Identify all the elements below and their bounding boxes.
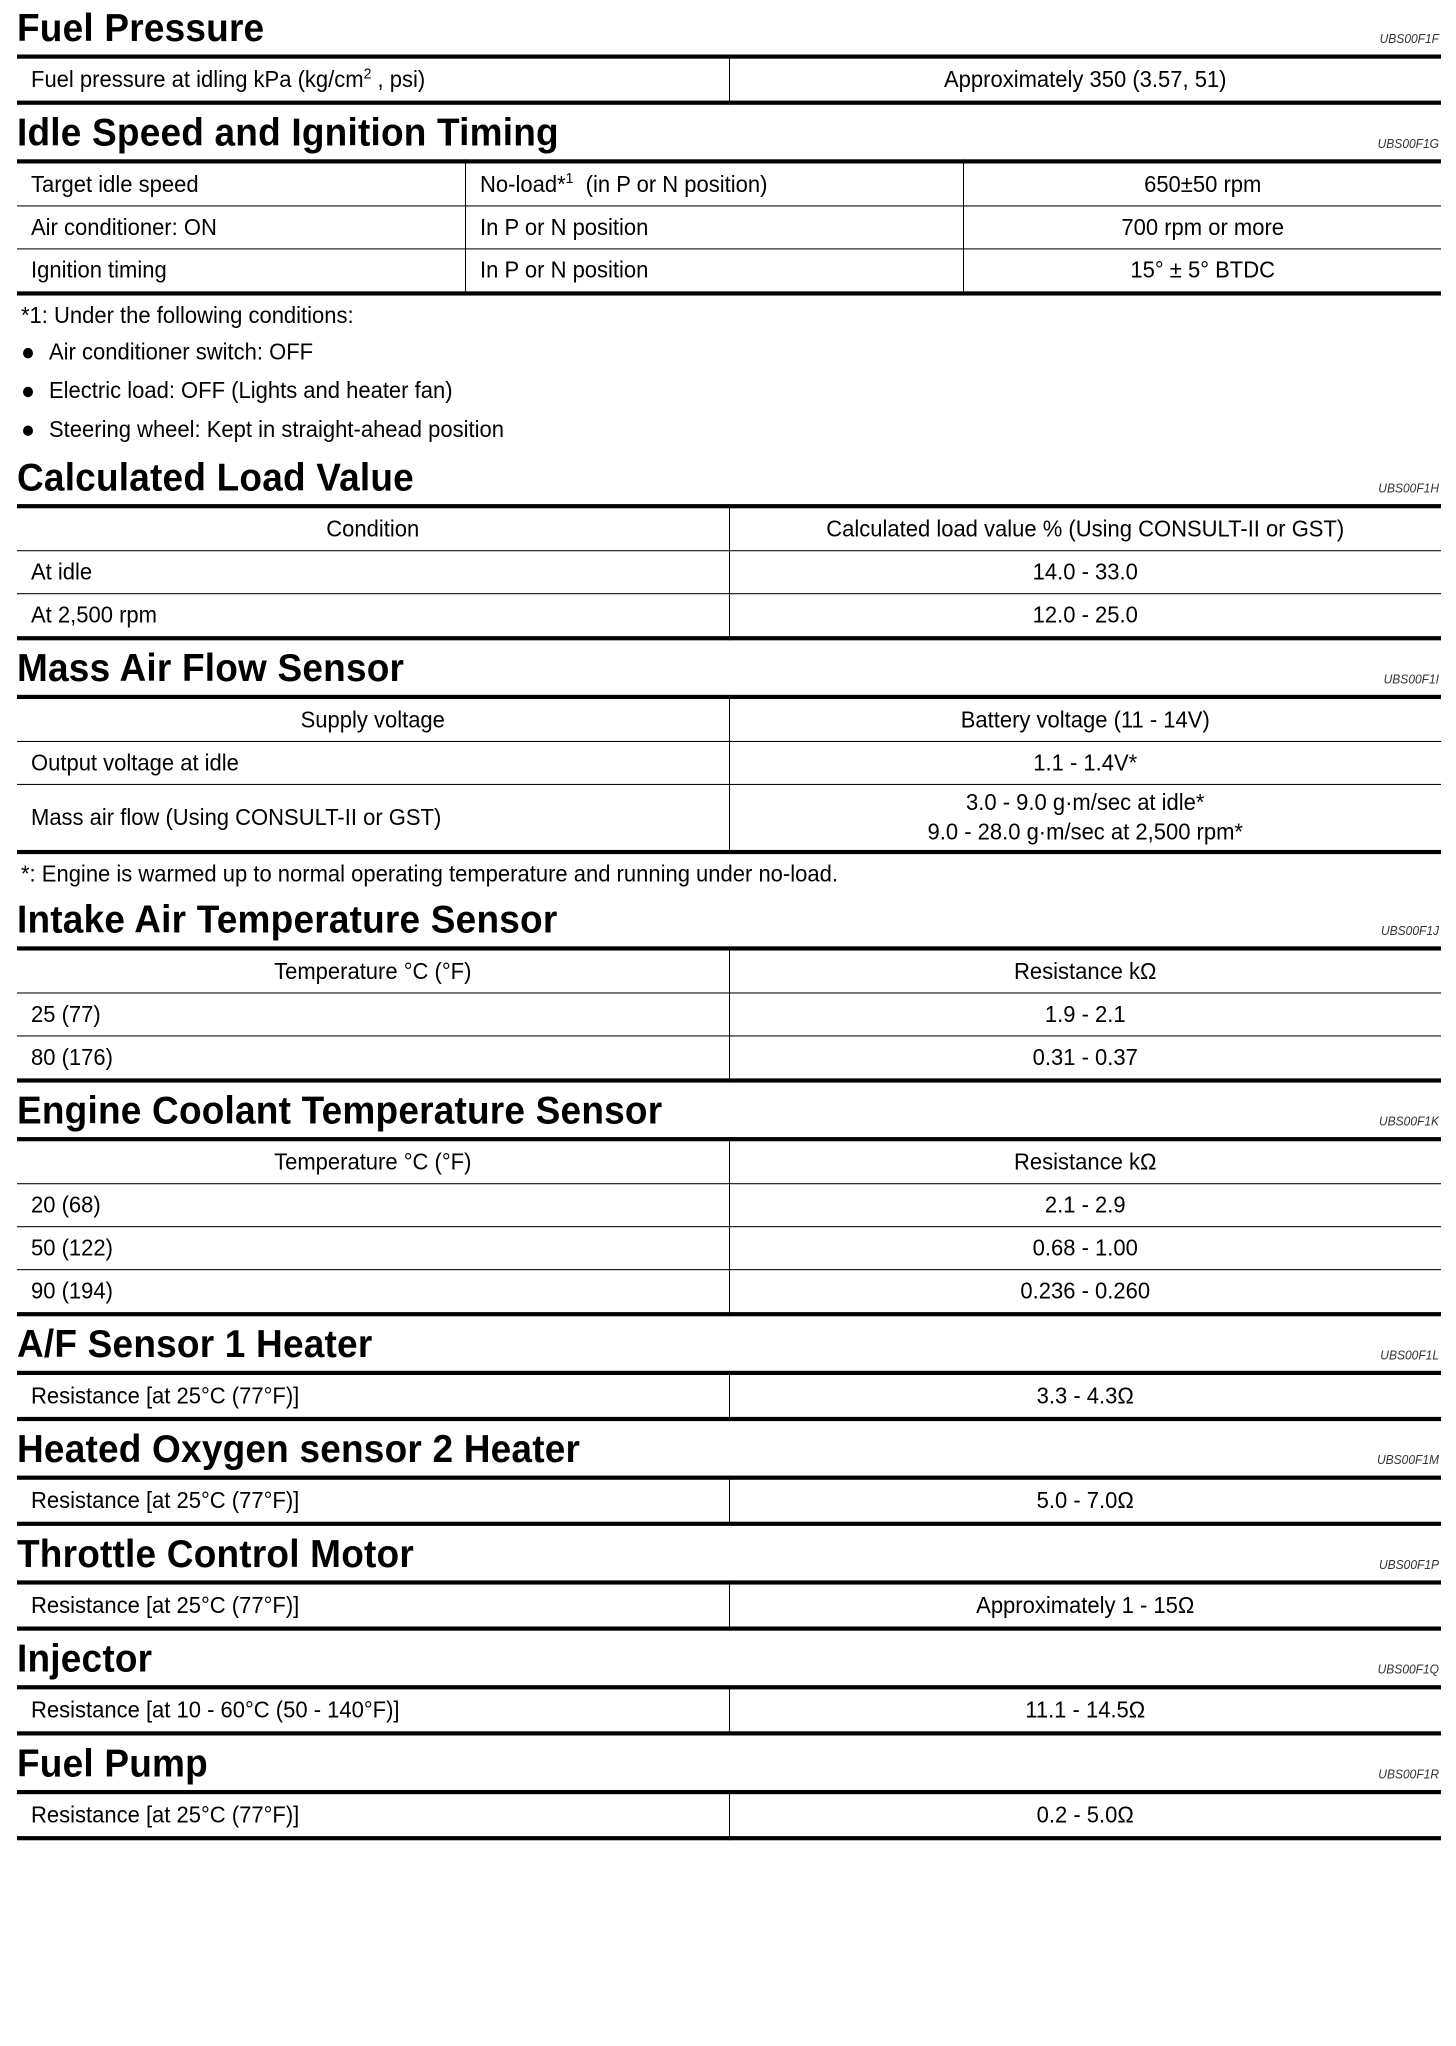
spec-sheet [17,0,1441,2046]
table-cell: 25 (77) [17,993,729,1036]
table-cell: 15° ± 5° BTDC [964,249,1441,294]
section-code: UBS00F1J [1380,923,1439,938]
section-code: UBS00F1M [1376,1452,1439,1468]
section-code: UBS00F1L [1380,1347,1439,1363]
table-row [17,1270,1441,1315]
table-row [17,1792,1441,1838]
table-cell: 0.236 - 0.260 [729,1270,1441,1315]
section-header-maf [17,640,1441,694]
section-header-ho2-heater [17,1421,1441,1475]
table-cell: In P or N position [466,249,964,294]
table-cell: 20 (68) [17,1184,729,1227]
table-row [17,1373,1441,1419]
section-header-fuel-pressure [17,0,1441,54]
table-header-row [17,506,1441,551]
section-title: Injector [17,1636,153,1680]
section-title: Mass Air Flow Sensor [17,646,405,690]
section-title: Fuel Pump [17,1741,208,1785]
throttle-table [17,1580,1441,1630]
section-code: UBS00F1H [1378,481,1439,496]
table-row [17,57,1441,103]
calculated-load-table [17,504,1441,640]
table-cell: At 2,500 rpm [17,594,729,639]
table-cell: No-load*$^1$ (in P or N position) [466,161,964,206]
table-row [17,741,1441,784]
table-cell: Output voltage at idle [17,741,729,784]
column-header: Resistance kΩ [729,948,1441,993]
table-row [17,1687,1441,1733]
table-cell: Resistance [at 25°C (77°F)] [31,1382,300,1409]
ect-table [17,1137,1441,1316]
section-title: Fuel Pressure [17,6,265,50]
fuel-pressure-table [17,54,1441,104]
section-title: Heated Oxygen sensor 2 Heater [17,1427,581,1471]
table-cell: In P or N position [466,206,964,249]
table-row [17,161,1441,206]
bullet-item: Electric load: OFF (Lights and heater fan) [17,372,1441,411]
section-header-iat [17,892,1441,946]
idle-speed-table [17,159,1441,295]
bullet-item: Air conditioner switch: OFF [17,333,1441,372]
section-header-ect [17,1083,1441,1137]
table-cell: Battery voltage (11 - 14V) [729,697,1441,742]
section-header-idle-speed [17,105,1441,159]
footnote: *: Engine is warmed up to normal operating temperature and running under no-load. [21,860,838,887]
table-row [17,697,1441,742]
table-cell: 1.9 - 2.1 [729,993,1441,1036]
bullet-item: Steering wheel: Kept in straight-ahead position [17,411,1441,450]
section-header-af-heater [17,1316,1441,1370]
table-header-row [17,948,1441,993]
section-code: UBS00F1Q [1377,1662,1439,1677]
table-row [17,1582,1441,1628]
table-cell: Supply voltage [300,706,445,733]
section-header-throttle [17,1526,1441,1580]
ho2-heater-table [17,1476,1441,1526]
table-row [17,1036,1441,1081]
table-row [17,594,1441,639]
section-code: UBS00F1I [1383,671,1439,687]
table-cell: 0.68 - 1.00 [729,1227,1441,1270]
table-cell: Air conditioner: ON [17,206,466,249]
af-heater-table [17,1371,1441,1421]
table-header-row [17,1139,1441,1184]
column-header: Temperature °C (°F) [274,1148,472,1175]
table-cell [729,784,1441,852]
injector-table [17,1685,1441,1735]
table-row [17,1184,1441,1227]
table-cell: 1.1 - 1.4V* [729,741,1441,784]
section-title: A/F Sensor 1 Heater [17,1322,373,1366]
table-cell: 14.0 - 33.0 [729,551,1441,594]
table-cell: 12.0 - 25.0 [729,594,1441,639]
table-cell: 80 (176) [17,1036,729,1081]
section-title: Idle Speed and Ignition Timing [17,111,559,155]
table-cell: Ignition timing [17,249,466,294]
section-title: Engine Coolant Temperature Sensor [17,1088,663,1132]
table-cell: Resistance [at 10 - 60°C (50 - 140°F)] [31,1696,400,1723]
table-row [17,1227,1441,1270]
column-header: Condition [326,515,420,542]
value-line: 3.0 - 9.0 g·m/sec at idle* [966,789,1205,816]
section-code: UBS00F1K [1378,1114,1439,1129]
table-cell: Mass air flow (Using CONSULT-II or GST) [17,784,729,852]
table-cell: At idle [17,551,729,594]
value-line: 9.0 - 28.0 g·m/sec at 2,500 rpm* [927,818,1243,845]
table-row [17,1478,1441,1524]
table-cell: 0.2 - 5.0Ω [729,1792,1441,1838]
table-cell: Resistance [at 25°C (77°F)] [31,1801,300,1828]
table-cell: 90 (194) [17,1270,729,1315]
table-cell: 650±50 rpm [964,161,1441,206]
table-cell: Fuel pressure at idling kPa ($kg/cm^2$ , psi) [31,64,426,93]
table-cell: 700 rpm or more [964,206,1441,249]
table-cell: 5.0 - 7.0Ω [729,1478,1441,1524]
table-cell: 3.3 - 4.3Ω [729,1373,1441,1419]
table-cell: 50 (122) [17,1227,729,1270]
iat-table [17,946,1441,1082]
footnote: *1: Under the following conditions: [21,301,354,329]
column-header: Temperature °C (°F) [274,957,472,985]
section-code: UBS00F1R [1378,1766,1439,1782]
section-title: Throttle Control Motor [17,1532,414,1576]
section-code: UBS00F1G [1377,136,1439,151]
section-code: UBS00F1F [1379,31,1439,47]
section-title: Intake Air Temperature Sensor [17,898,558,942]
section-title: Calculated Load Value [17,455,414,499]
table-cell: 2.1 - 2.9 [729,1184,1441,1227]
maf-table [17,695,1441,854]
table-row [17,249,1441,294]
table-cell: Approximately 1 - 15Ω [729,1582,1441,1628]
section-header-calculated-load [17,450,1441,504]
table-row [17,784,1441,852]
table-cell: 0.31 - 0.37 [729,1036,1441,1081]
table-row [17,551,1441,594]
table-cell: Resistance [at 25°C (77°F)] [31,1591,300,1619]
column-header: Calculated load value % (Using CONSULT-II or GST) [729,506,1441,551]
table-cell: Target idle speed [31,170,199,198]
section-header-fuel-pump [17,1735,1441,1789]
table-row [17,993,1441,1036]
table-row [17,206,1441,249]
table-cell: Resistance [at 25°C (77°F)] [31,1487,300,1514]
table-cell: 11.1 - 14.5Ω [729,1687,1441,1733]
section-code: UBS00F1P [1378,1557,1439,1572]
column-header: Resistance kΩ [729,1139,1441,1184]
section-header-injector [17,1631,1441,1685]
table-cell: Approximately 350 (3.57, 51) [729,57,1441,103]
fuel-pump-table [17,1790,1441,1840]
